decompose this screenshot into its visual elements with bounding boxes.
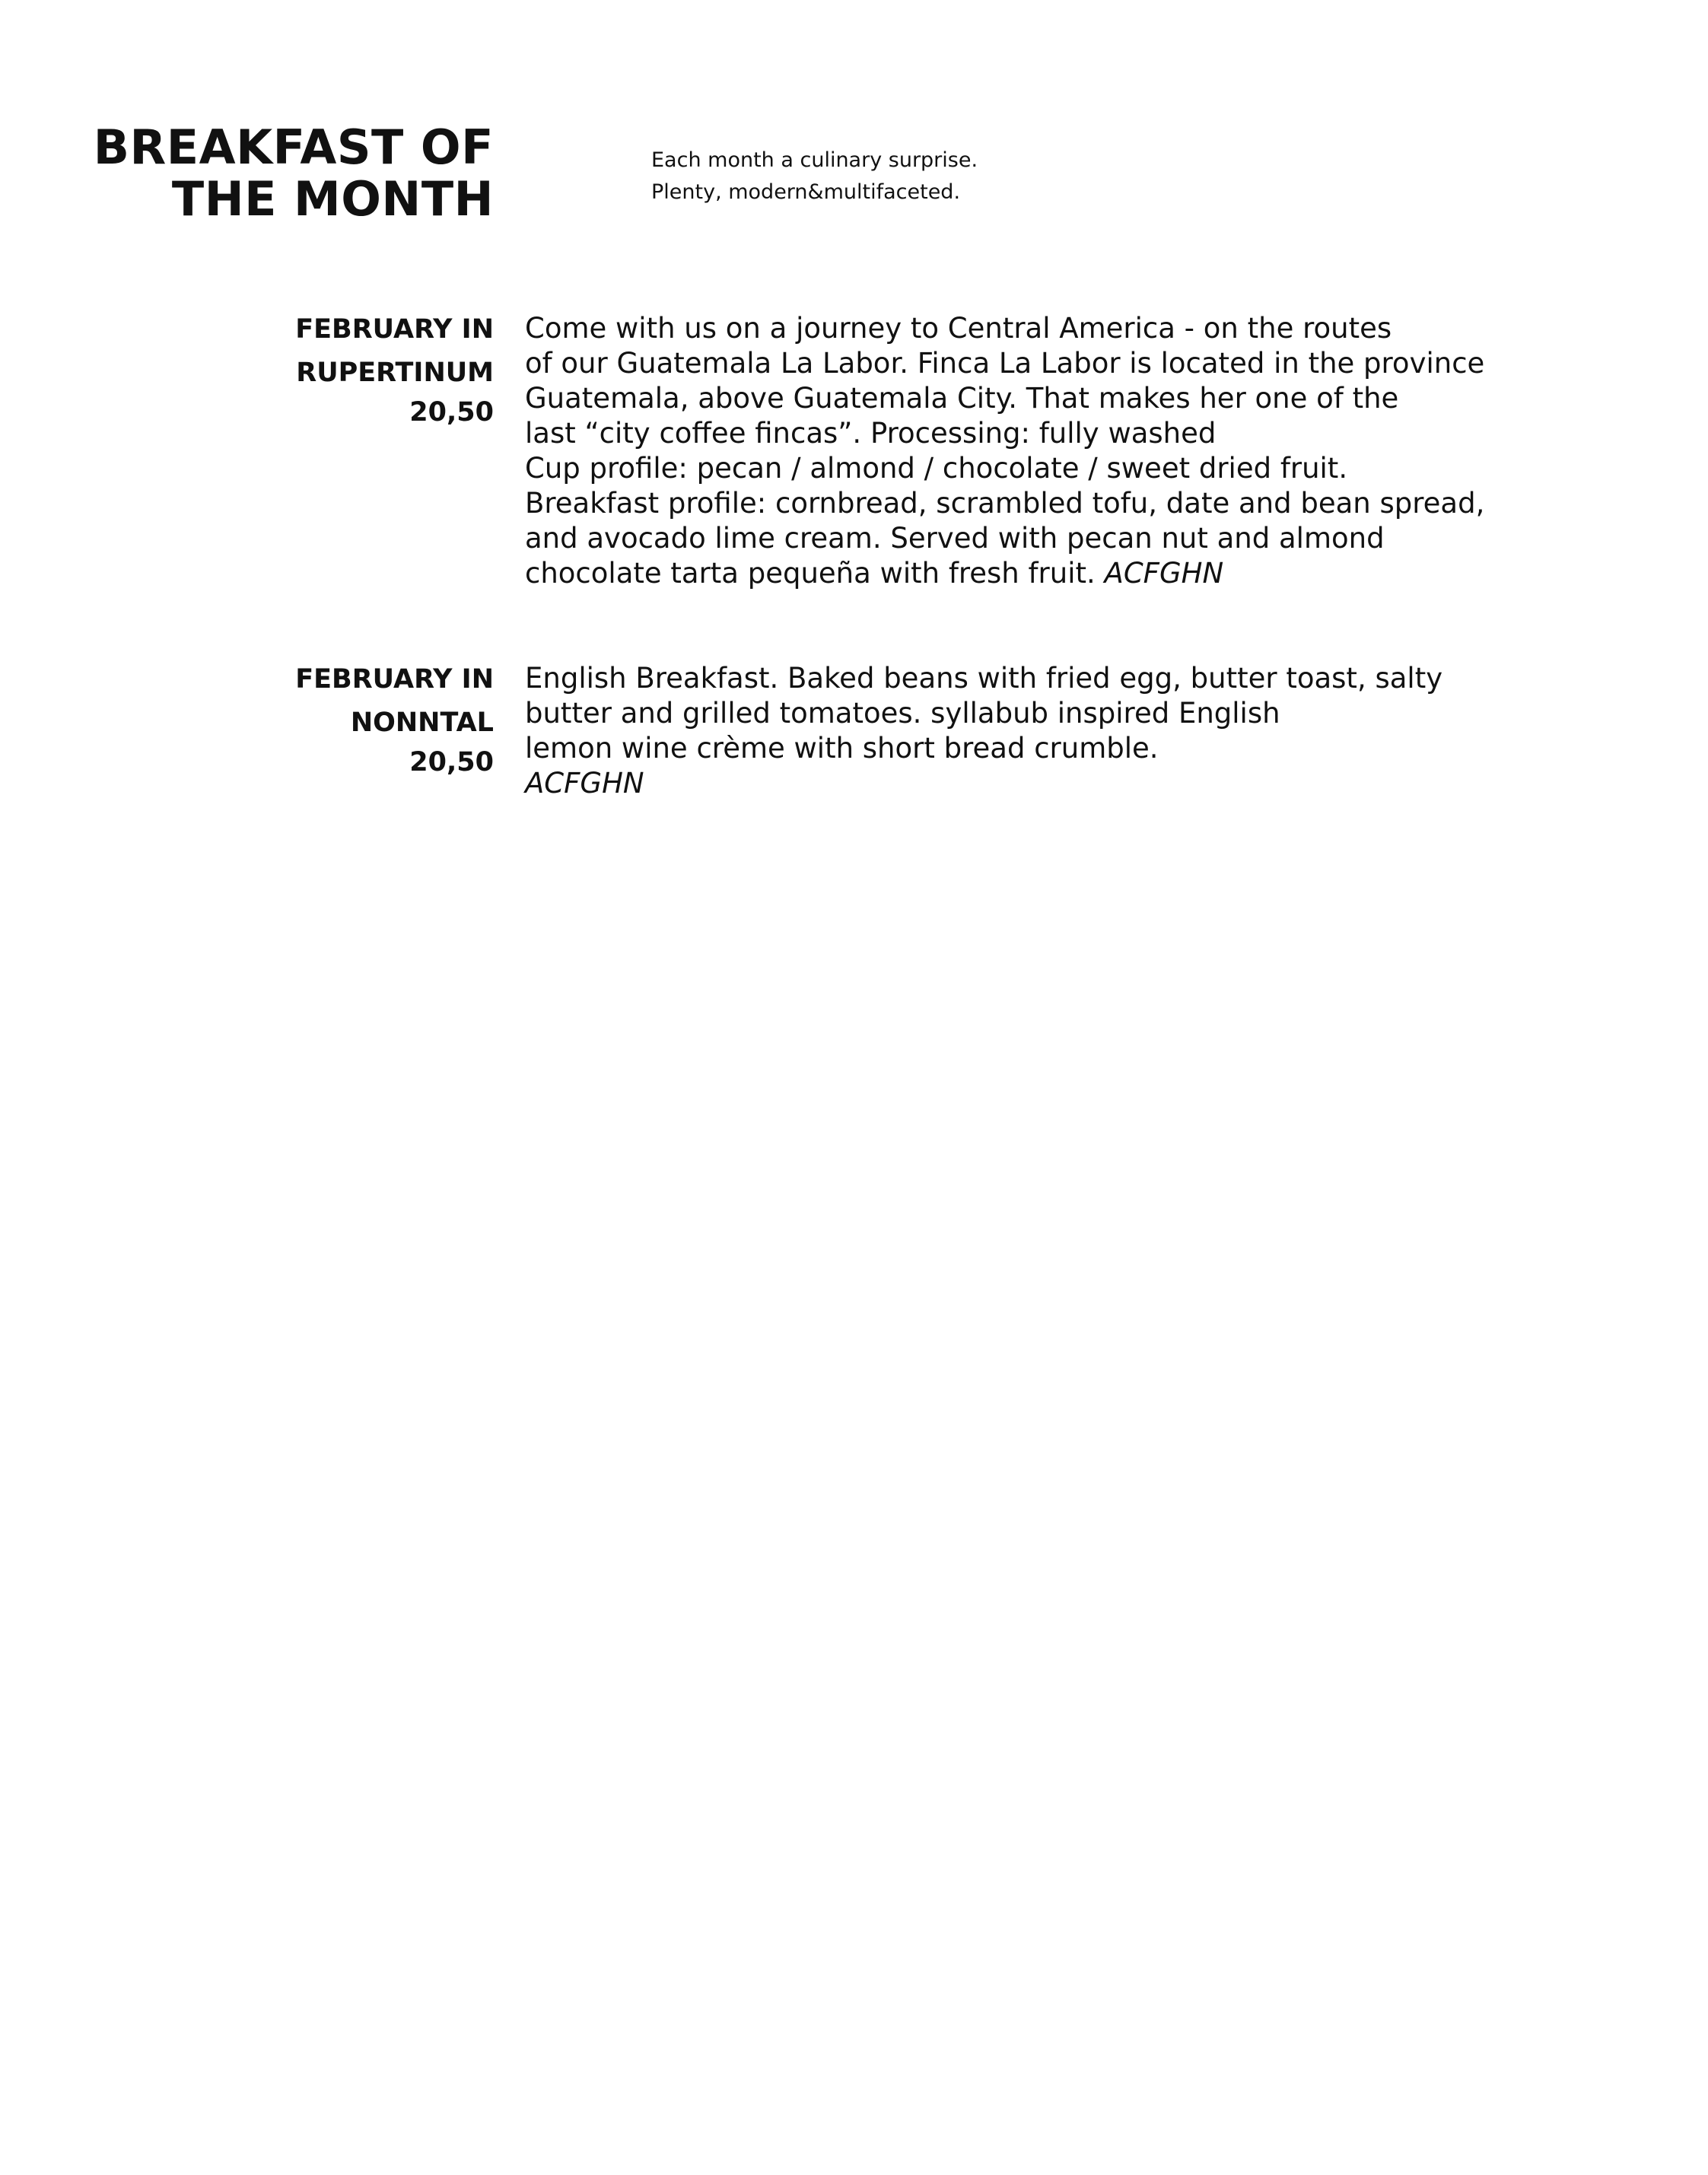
allergen-codes: ACFGHN [1104, 557, 1224, 590]
description-line: Breakfast profile: cornbread, scrambled tofu, date and bean spread, [525, 487, 1485, 520]
description-line: Cup profile: pecan / almond / chocolate / sweet dried fruit. [525, 452, 1348, 485]
entry-name-line: FEBRUARY IN [295, 314, 494, 345]
description-line: lemon wine crème with short bread crumble. [525, 732, 1159, 765]
entry-name-line: FEBRUARY IN [295, 664, 494, 695]
description-line: English Breakfast. Baked beans with fried egg, butter toast, salty [525, 662, 1443, 695]
allergen-codes: ACFGHN [525, 767, 644, 800]
description-line: Guatemala, above Guatemala City. That makes her one of the [525, 382, 1399, 415]
tagline-line-1: Each month a culinary surprise. [651, 148, 978, 172]
tagline-line-2: Plenty, modern&multifaceted. [651, 180, 961, 204]
description-line: and avocado lime cream. Served with pecan nut and almond [525, 522, 1385, 555]
entry-heading-nonntal [295, 658, 494, 780]
entry-price: 20,50 [409, 747, 494, 777]
page-title-line-2: THE MONTH [171, 171, 494, 227]
entry-name-line: RUPERTINUM [296, 358, 494, 388]
entry-description-rupertinum [525, 311, 1484, 591]
page-title [93, 119, 494, 227]
page-title-line-1: BREAKFAST OF [93, 119, 494, 175]
description-line: Come with us on a journey to Central America - on the routes [525, 312, 1392, 345]
description-text: chocolate tarta pequeña with fresh fruit. [525, 557, 1096, 590]
tagline [651, 145, 978, 208]
description-line: butter and grilled tomatoes. syllabub inspired English [525, 697, 1280, 730]
description-line: last “city coffee fincas”. Processing: fully washed [525, 417, 1217, 450]
description-line-last [525, 556, 1484, 591]
entry-heading-rupertinum [295, 308, 494, 430]
entry-price: 20,50 [409, 397, 494, 428]
description-line: of our Guatemala La Labor. Finca La Labor is located in the province [525, 347, 1485, 380]
entry-name-line: NONNTAL [350, 708, 494, 738]
entry-description-nonntal [525, 661, 1442, 801]
